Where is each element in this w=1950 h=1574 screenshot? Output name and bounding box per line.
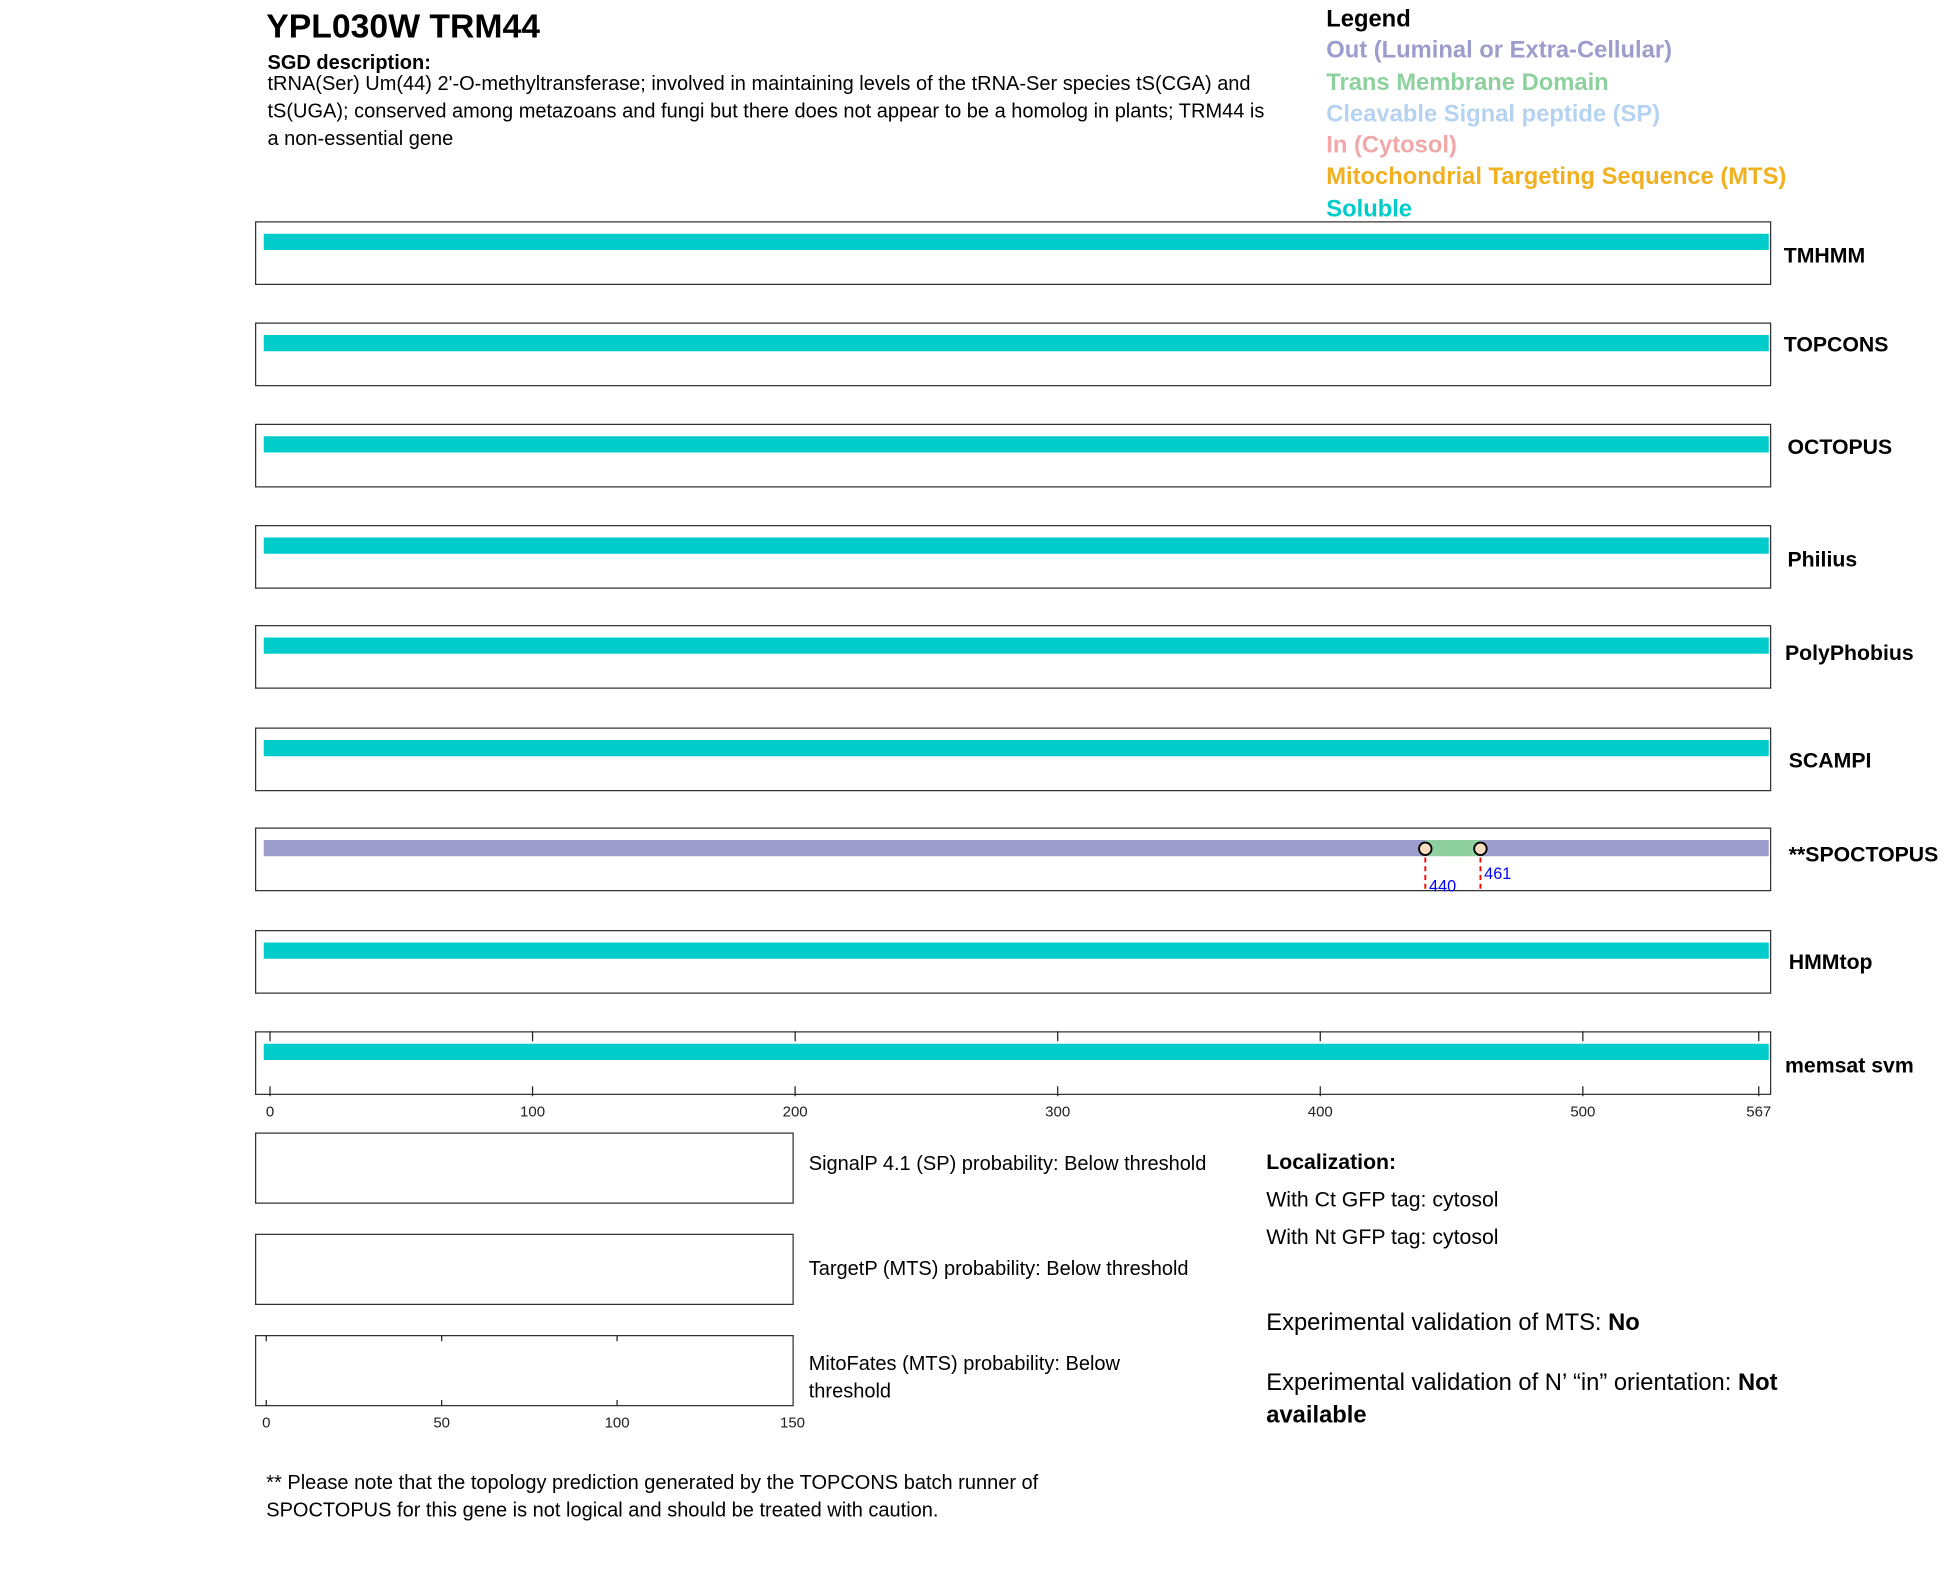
prob-axis-tick-label: 150 [779, 1414, 806, 1432]
legend-item: Cleavable Signal peptide (SP) [1326, 101, 1661, 128]
localization-title: Localization: [1266, 1150, 1397, 1174]
sgd-label: SGD description: [267, 52, 431, 74]
localization-nt: With Nt GFP tag: cytosol [1266, 1225, 1499, 1249]
track-label: OCTOPUS [1787, 435, 1893, 459]
legend-item: Mitochondrial Targeting Sequence (MTS) [1326, 164, 1787, 191]
mts-validation [1266, 1308, 1854, 1341]
targetp-text: TargetP (MTS) probability: Below threshold [808, 1258, 1189, 1280]
page-title: YPL030W TRM44 [266, 7, 541, 45]
segment-soluble [264, 335, 1769, 351]
track-label: memsat svm [1785, 1053, 1914, 1078]
segment-soluble [264, 436, 1769, 452]
mitofates-panel [255, 1335, 794, 1406]
segment-soluble [264, 1044, 1769, 1060]
boundary-label: 461 [1484, 864, 1512, 883]
prob-axis-tick-label: 50 [433, 1414, 451, 1432]
segment-out [264, 840, 1426, 856]
mts-validation-label: Experimental validation of MTS: [1266, 1310, 1609, 1337]
segment-soluble [264, 538, 1769, 554]
segment-soluble [264, 234, 1769, 250]
axis-tick-label: 500 [1570, 1103, 1596, 1121]
boundary-label: 440 [1429, 877, 1457, 896]
segment-soluble [264, 740, 1769, 756]
track-label: PolyPhobius [1785, 641, 1914, 665]
segment-tm [1425, 840, 1480, 856]
axis-tick-label: 400 [1307, 1103, 1333, 1121]
targetp-panel [255, 1234, 794, 1305]
axis-tick-label: 300 [1045, 1103, 1071, 1121]
prob-axis-tick-label: 100 [604, 1414, 630, 1432]
legend-item: Soluble [1326, 195, 1413, 223]
signalp-panel [255, 1133, 794, 1204]
mts-validation-value: No [1608, 1310, 1640, 1337]
boundary-marker [1474, 843, 1487, 856]
legend-item: Trans Membrane Domain [1326, 69, 1609, 96]
axis-tick-label: 567 [1746, 1103, 1772, 1121]
orientation-validation [1266, 1368, 1854, 1433]
axis-tick-label: 200 [782, 1103, 808, 1121]
track-label: **SPOCTOPUS [1788, 842, 1939, 867]
boundary-marker [1419, 843, 1432, 856]
axis-tick-label: 0 [265, 1103, 275, 1121]
segment-soluble [264, 638, 1769, 654]
signalp-text: SignalP 4.1 (SP) probability: Below threshold [808, 1153, 1207, 1175]
legend-title: Legend [1326, 6, 1411, 33]
legend-item: Out (Luminal or Extra-Cellular) [1326, 37, 1672, 65]
sgd-description: tRNA(Ser) Um(44) 2'-O-methyltransferase; involved in maintaining levels of the tRNA-Ser species tS(CGA) and tS(UGA); conserved among metazoans and fungi but there does not appear to be a homolog in plants; TRM44 is a non-essential gene [267, 73, 1265, 150]
segment-soluble [264, 943, 1769, 959]
track-label: TMHMM [1783, 243, 1866, 268]
prob-axis-tick-label: 0 [262, 1414, 271, 1432]
segment-out [1480, 840, 1768, 856]
track-label: Philius [1787, 547, 1858, 572]
footnote: ** Please note that the topology prediction generated by the TOPCONS batch runner of SPOCTOPUS for this gene is not logical and should be treated with caution. [266, 1472, 1039, 1522]
mitofates-text: MitoFates (MTS) probability: Below threshold [808, 1353, 1120, 1403]
orientation-validation-value: Not available [1266, 1370, 1778, 1429]
track-label: SCAMPI [1788, 748, 1872, 773]
localization-ct: With Ct GFP tag: cytosol [1266, 1187, 1499, 1212]
legend-item: In (Cytosol) [1326, 132, 1457, 159]
track-label: HMMtop [1788, 950, 1873, 974]
axis-tick-label: 100 [520, 1103, 546, 1121]
orientation-validation-label: Experimental validation of N’ “in” orientation: [1266, 1370, 1738, 1397]
track-label: TOPCONS [1783, 332, 1889, 357]
